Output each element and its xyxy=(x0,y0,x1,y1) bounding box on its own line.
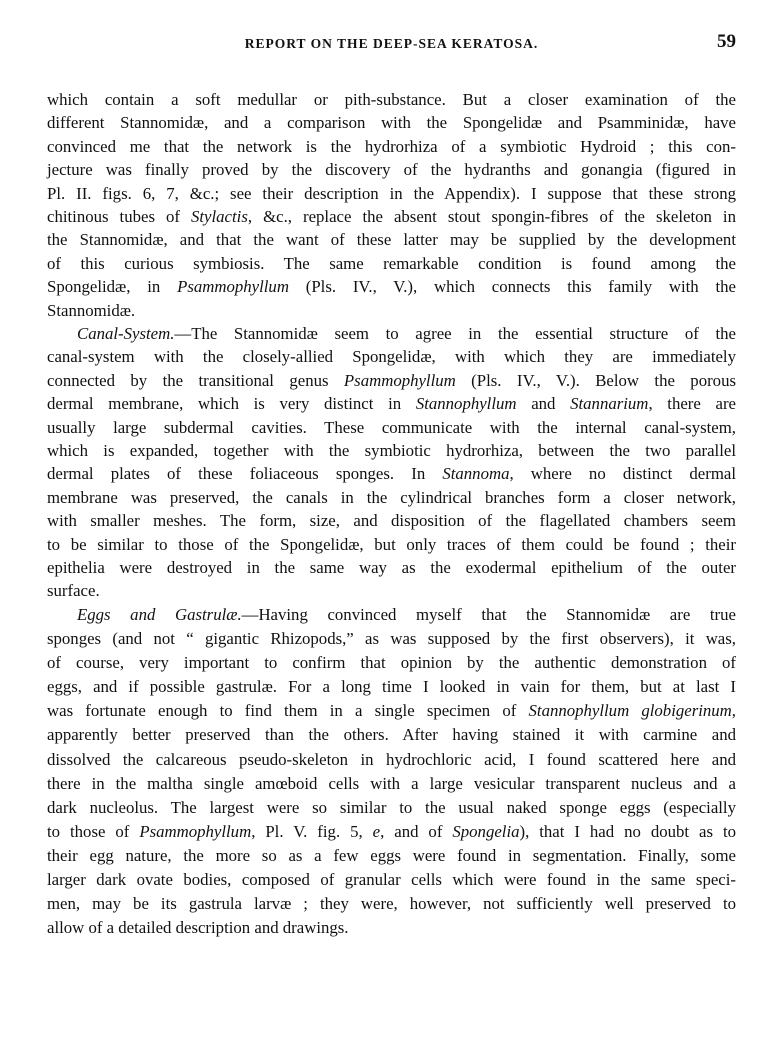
text-line xyxy=(47,205,736,228)
text-segment: was fortunate enough to find them in a single specimen of xyxy=(47,701,529,721)
text-segment: the Stannomidæ, and that the want of these latter may be supplied by the development xyxy=(47,230,736,250)
text-segment: canal-system with the closely-allied Spongelidæ, with which they are immediately xyxy=(47,347,736,367)
text-segment: —The Stannomidæ seem to agree in the essential structure of the xyxy=(174,324,736,344)
text-segment: , Pl. V. fig. 5, xyxy=(251,821,373,841)
text-line xyxy=(47,462,736,485)
text-segment: and xyxy=(516,394,571,414)
text-segment: membrane was preserved, the canals in the cylindrical branches form a closer network, xyxy=(47,487,736,507)
text-line xyxy=(47,88,736,111)
text-segment: of course, very important to confirm that opinion by the authentic demonstration of xyxy=(47,653,736,673)
text-line xyxy=(47,228,736,251)
text-segment: convinced me that the network is the hydrorhiza of a symbiotic Hydroid ; this con- xyxy=(47,136,736,156)
running-title: REPORT ON THE DEEP-SEA KERATOSA. xyxy=(244,36,539,51)
text-segment: Pl. II. figs. 6, 7, &c.; see their description in the Appendix). I suppose that these strong xyxy=(47,183,736,203)
text-segment: , &c., replace the absent stout spongin-fibres of the skeleton in xyxy=(247,206,736,226)
text-segment: ), that I had no doubt as to xyxy=(519,821,736,841)
text-segment: surface. xyxy=(47,581,100,601)
italic-text: Psammophyllum xyxy=(177,277,289,297)
text-line xyxy=(47,556,736,579)
text-line xyxy=(47,439,736,462)
text-segment: (Pls. IV., V.), which connects this family with the xyxy=(288,277,736,297)
page-number: 59 xyxy=(717,31,736,52)
italic-text: Psammophyllum xyxy=(139,821,252,841)
text-segment: different Stannomidæ, and a comparison with the Spongelidæ and Psamminidæ, have xyxy=(47,113,736,133)
italic-text: Spongelia xyxy=(452,821,520,841)
text-line xyxy=(47,252,736,275)
text-segment: allow of a detailed description and drawings. xyxy=(47,918,349,938)
text-segment: to those of xyxy=(47,821,140,841)
italic-text: Stannophyllum globigerinum xyxy=(528,701,732,721)
text-segment: jecture was finally proved by the discovery of the hydranths and gonangia (figured in xyxy=(47,160,736,180)
text-line xyxy=(47,158,736,181)
text-line xyxy=(47,748,736,772)
text-segment: their egg nature, the more so as a few eggs were found in segmentation. Finally, some xyxy=(47,845,736,865)
text-segment: Spongelidæ, in xyxy=(47,277,178,297)
paragraph-canal-system xyxy=(47,322,736,603)
text-segment: Stannomidæ. xyxy=(47,300,136,320)
italic-text: Stannarium xyxy=(570,394,649,414)
text-segment: of this curious symbiosis. The same remarkable condition is found among the xyxy=(47,253,736,273)
text-line xyxy=(47,892,736,916)
text-line xyxy=(47,533,736,556)
text-segment: chitinous tubes of xyxy=(47,206,191,226)
text-segment: eggs, and if possible gastrulæ. For a long time I looked in vain for them, but at last I xyxy=(47,677,736,697)
page-header xyxy=(47,30,736,54)
italic-text: Stylactis xyxy=(191,206,248,226)
italic-text: Stannophyllum xyxy=(415,394,517,414)
text-segment: , xyxy=(731,701,736,721)
text-line xyxy=(47,135,736,158)
text-segment: , where no distinct dermal xyxy=(509,464,736,484)
italic-text: e xyxy=(372,821,381,841)
text-segment: with smaller meshes. The form, size, and disposition of the flagellated chambers seem xyxy=(47,511,736,531)
text-line xyxy=(47,723,736,747)
text-line xyxy=(47,675,736,699)
text-segment: sponges (and not “ gigantic Rhizopods,” as was supposed by the first observers), it was, xyxy=(47,629,736,649)
text-line xyxy=(47,345,736,368)
text-segment: dark nucleolus. The largest were so similar to the usual naked sponge eggs (especially xyxy=(47,797,736,817)
text-segment: larger dark ovate bodies, composed of granular cells which were found in the same speci- xyxy=(47,870,736,889)
text-segment: dermal plates of these foliaceous sponges. In xyxy=(47,464,443,484)
text-line xyxy=(47,579,736,602)
italic-text: Stannoma xyxy=(442,464,510,484)
text-line xyxy=(47,603,736,627)
text-segment: (Pls. IV., V.). Below the porous xyxy=(455,370,736,390)
text-segment: dissolved the calcareous pseudo-skeleton in hydrochloric acid, I found scattered here and xyxy=(47,749,736,769)
paragraph-eggs xyxy=(47,603,736,940)
text-line xyxy=(47,699,736,723)
text-segment: to be similar to those of the Spongelidæ, but only traces of them could be found ; their xyxy=(47,534,736,554)
text-line xyxy=(47,916,736,940)
text-line xyxy=(47,820,736,844)
text-line xyxy=(47,486,736,509)
text-line xyxy=(47,627,736,651)
text-line xyxy=(47,392,736,415)
text-line xyxy=(47,182,736,205)
text-line xyxy=(47,651,736,675)
text-line xyxy=(47,844,736,868)
text-line xyxy=(47,369,736,392)
text-line xyxy=(47,868,736,892)
text-segment: —Having convinced myself that the Stannomidæ are true xyxy=(241,604,736,624)
text-segment: , and of xyxy=(380,821,453,841)
italic-text: Canal-System. xyxy=(77,324,175,344)
text-line xyxy=(47,111,736,134)
paragraph-hydrorhiza xyxy=(47,88,736,322)
text-line xyxy=(47,275,736,298)
text-segment: usually large subdermal cavities. These communicate with the internal canal-system, xyxy=(47,417,736,437)
text-segment: , there are xyxy=(648,394,737,414)
text-line xyxy=(47,322,736,345)
text-line xyxy=(47,509,736,532)
text-segment: connected by the transitional genus xyxy=(47,370,344,390)
text-line xyxy=(47,796,736,820)
text-segment: men, may be its gastrula larvæ ; they were, however, not sufficiently well preserved to xyxy=(47,894,736,914)
text-segment: epithelia were destroyed in the same way as the exodermal epithelium of the outer xyxy=(47,558,736,577)
text-segment: which contain a soft medullar or pith-substance. But a closer examination of the xyxy=(47,90,736,109)
text-line xyxy=(47,772,736,796)
italic-text: Psammophyllum xyxy=(343,370,456,390)
text-segment: there in the maltha single amœboid cells with a large vesicular transparent nucleus and a xyxy=(47,773,736,793)
text-segment: which is expanded, together with the symbiotic hydrorhiza, between the two parallel xyxy=(47,441,736,461)
italic-text: Eggs and Gastrulæ. xyxy=(77,604,242,624)
text-segment: apparently better preserved than the others. After having stained it with carmine and xyxy=(47,725,736,745)
text-line xyxy=(47,416,736,439)
text-segment: dermal membrane, which is very distinct in xyxy=(47,394,416,414)
body-text xyxy=(47,88,736,940)
text-line xyxy=(47,299,736,322)
